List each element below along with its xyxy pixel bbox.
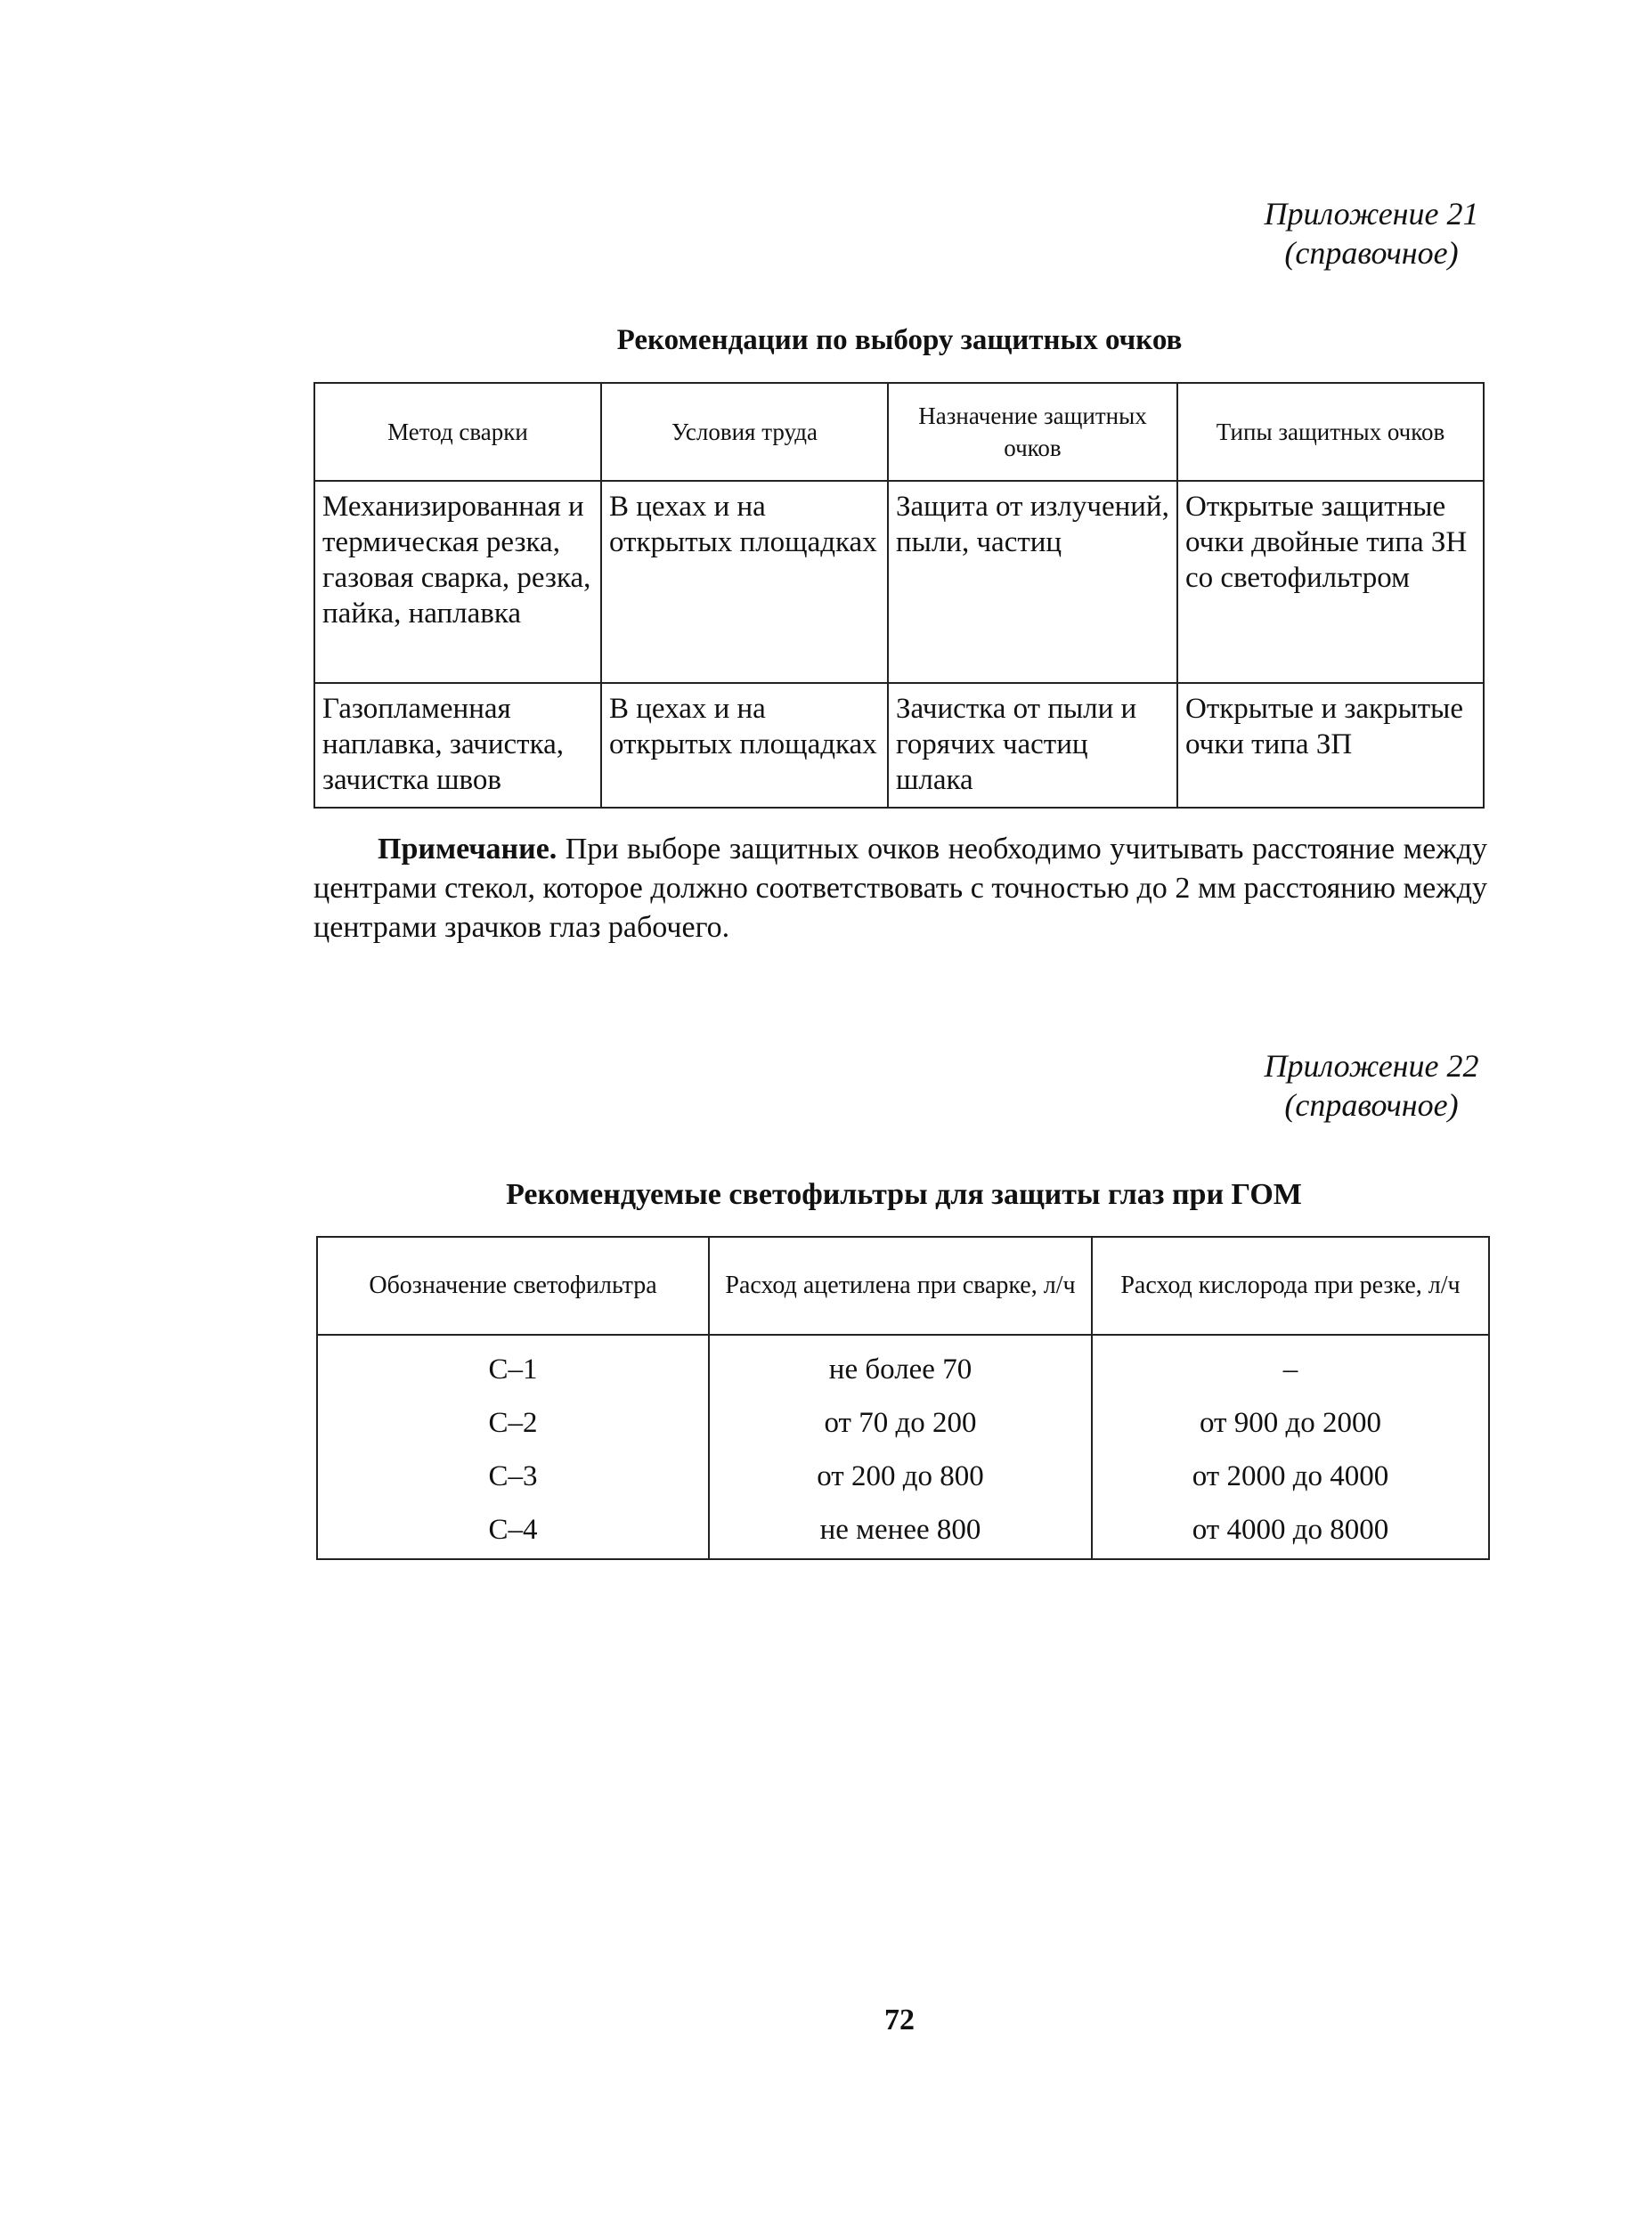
table-row: [317, 1396, 1489, 1450]
table-cell: Открытые и закрытые очки типа ЗП: [1177, 683, 1484, 808]
column-header-goggles-types: Типы защитных очков: [1177, 383, 1484, 481]
column-header-welding-method: Метод сварки: [314, 383, 601, 481]
appendix-22-label: [1238, 1046, 1505, 1125]
table-cell: С–3: [317, 1450, 709, 1503]
goggles-recommendation-table: [313, 382, 1485, 809]
table-cell: не более 70: [709, 1335, 1092, 1396]
table-cell: от 4000 до 8000: [1092, 1503, 1489, 1559]
table-row: [317, 1335, 1489, 1396]
table-cell: не менее 800: [709, 1503, 1092, 1559]
appendix-21-note: (справочное): [1284, 235, 1459, 271]
note-paragraph: [313, 830, 1487, 947]
table-cell: С–4: [317, 1503, 709, 1559]
page-number: 72: [884, 2004, 915, 2036]
table-1-caption: Рекомендации по выбору защитных очков: [616, 324, 1183, 356]
appendix-21-title: Приложение 21: [1264, 196, 1479, 232]
column-header-goggles-purpose: Назначение защитных очков: [888, 383, 1177, 481]
appendix-21-label: [1238, 194, 1505, 272]
table-cell: –: [1092, 1335, 1489, 1396]
table-header-row: [314, 383, 1484, 481]
table-cell: от 70 до 200: [709, 1396, 1092, 1450]
table-row: [314, 481, 1484, 683]
table-row: [314, 683, 1484, 808]
column-header-oxygen-consumption: Расход кислорода при резке, л/ч: [1092, 1237, 1489, 1335]
table-cell: Защита от излучений, пыли, частиц: [888, 481, 1177, 683]
appendix-22-note: (справочное): [1284, 1087, 1459, 1123]
table-cell: от 2000 до 4000: [1092, 1450, 1489, 1503]
table-cell: Открытые защитные очки двойные типа ЗН со светофильтром: [1177, 481, 1484, 683]
appendix-22-title: Приложение 22: [1264, 1048, 1479, 1084]
note-label: Примечание.: [378, 833, 557, 866]
table-row: [317, 1503, 1489, 1559]
table-cell: С–1: [317, 1335, 709, 1396]
table-cell: от 900 до 2000: [1092, 1396, 1489, 1450]
light-filters-table: [316, 1236, 1490, 1560]
table-header-row: [317, 1237, 1489, 1335]
table-row: [317, 1450, 1489, 1503]
table-cell: Механизированная и термическая резка, газовая сварка, резка, пайка, наплавка: [314, 481, 601, 683]
column-header-filter-designation: Обозначение светофильтра: [317, 1237, 709, 1335]
column-header-work-conditions: Условия труда: [601, 383, 888, 481]
table-2-caption: Рекомендуемые светофильтры для защиты глаз при ГОМ: [506, 1178, 1302, 1211]
table-cell: С–2: [317, 1396, 709, 1450]
table-cell: Зачистка от пыли и горячих частиц шлака: [888, 683, 1177, 808]
table-cell: от 200 до 800: [709, 1450, 1092, 1503]
column-header-acetylene-consumption: Расход ацетилена при сварке, л/ч: [709, 1237, 1092, 1335]
table-cell: Газопламенная наплавка, зачистка, зачистка швов: [314, 683, 601, 808]
table-cell: В цехах и на открытых площадках: [601, 481, 888, 683]
table-cell: В цехах и на открытых площадках: [601, 683, 888, 808]
note-text: При выборе защитных очков необходимо учитывать расстояние между центрами стекол, которое должно соответствовать с точностью до 2 мм расстоянию между центрами зрачков глаз рабочего.: [313, 833, 1487, 944]
